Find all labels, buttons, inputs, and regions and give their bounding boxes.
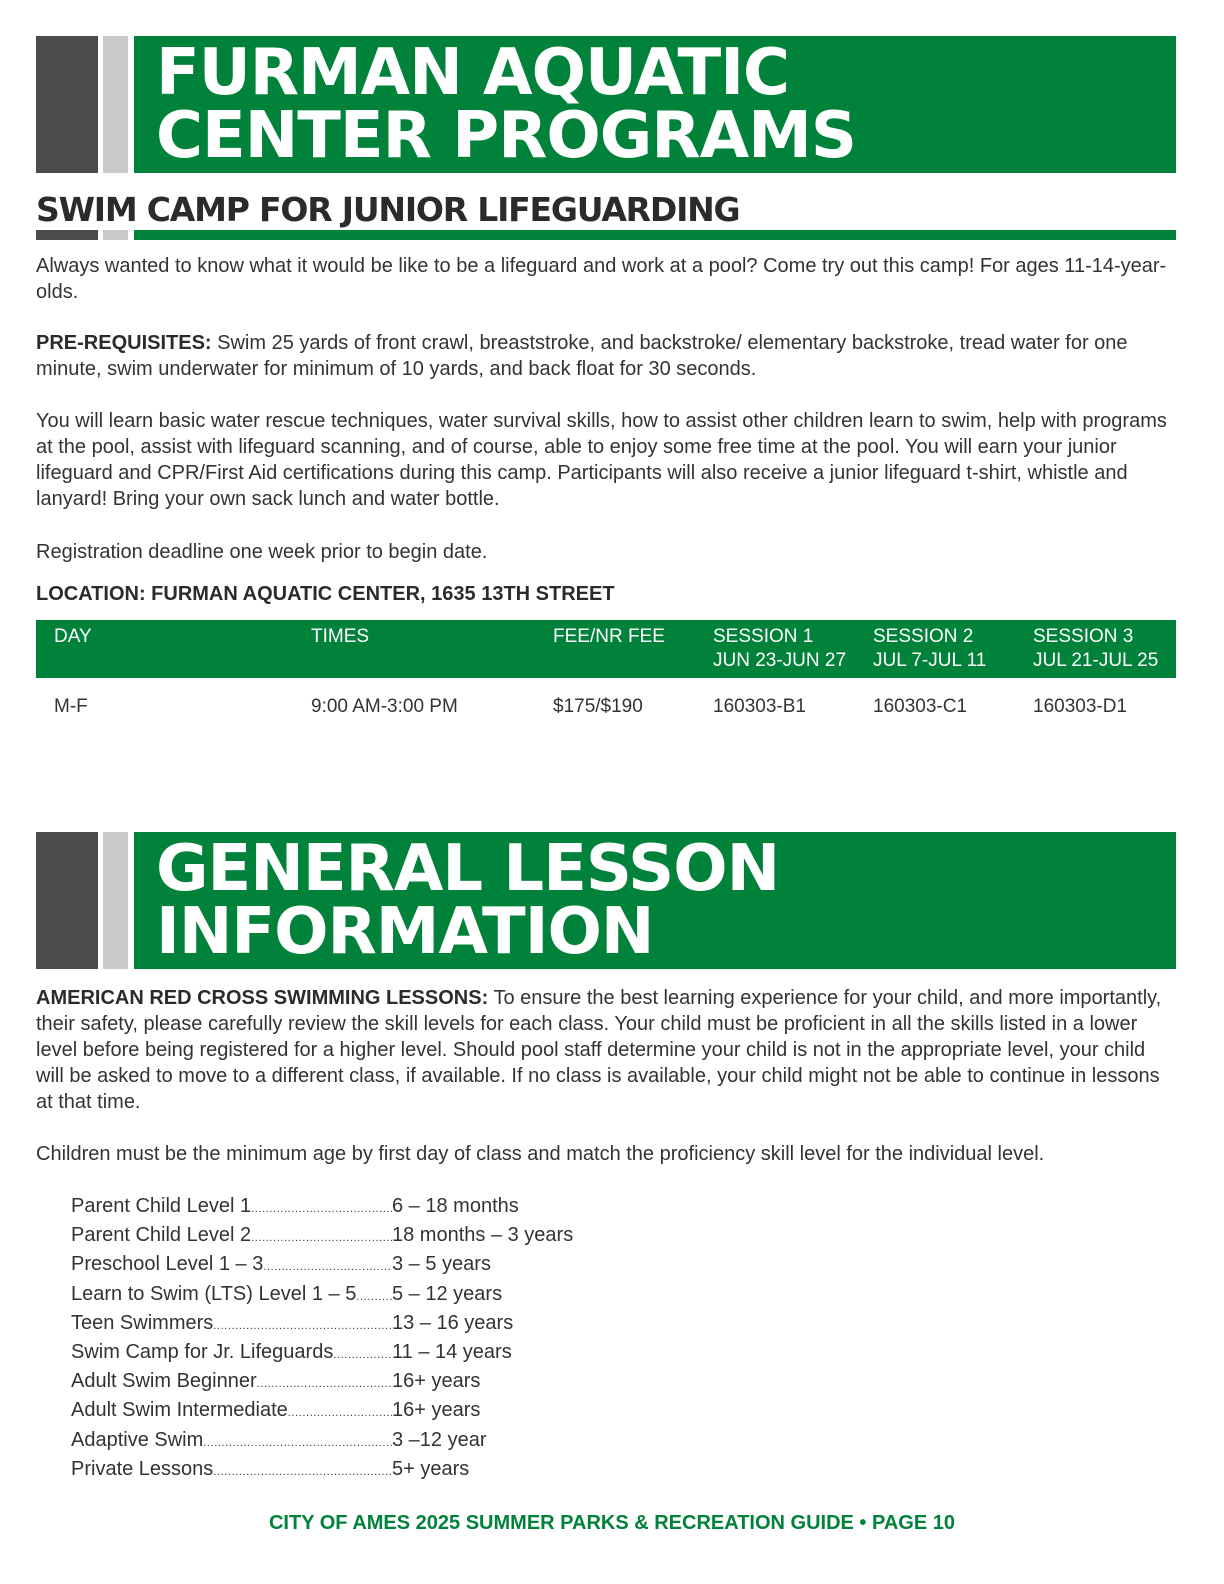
section-title-lessons xyxy=(156,832,780,969)
age-requirement-note: Children must be the minimum age by first day of class and match the proficiency skill level for the individual level. xyxy=(36,1143,1045,1165)
cell-fee: $175/$190 xyxy=(553,696,643,717)
level-age: 5+ years xyxy=(392,1457,470,1480)
banner-accent-dark xyxy=(36,36,98,173)
level-name: Adult Swim Beginner xyxy=(71,1370,257,1393)
level-age: 5 – 12 years xyxy=(392,1282,503,1305)
level-name: Teen Swimmers xyxy=(71,1311,214,1334)
location-line: LOCATION: FURMAN AQUATIC CENTER, 1635 13TH STREET xyxy=(36,583,615,605)
dot-leader xyxy=(203,1427,392,1456)
title-line-1: GENERAL LESSON xyxy=(156,832,780,906)
dot-leader xyxy=(263,1251,392,1280)
session-2-name: SESSION 2 xyxy=(873,626,974,647)
banner-accent-light xyxy=(103,36,128,173)
header-session-3 xyxy=(1033,625,1158,673)
prerequisites-paragraph xyxy=(36,330,1176,382)
level-age-list xyxy=(71,1193,573,1485)
list-item xyxy=(71,1281,573,1310)
list-item xyxy=(71,1427,573,1456)
section-title-aquatic xyxy=(156,36,856,173)
level-age: 16+ years xyxy=(392,1370,481,1393)
level-age: 13 – 16 years xyxy=(392,1311,514,1334)
list-item xyxy=(71,1339,573,1368)
title-line-2: CENTER PROGRAMS xyxy=(156,99,856,173)
dot-leader xyxy=(251,1193,392,1222)
intro-paragraph: Always wanted to know what it would be like to be a lifeguard and work at a pool? Come try out this camp! For ages 11-14-year-olds. xyxy=(36,255,1167,303)
title-line-2: INFORMATION xyxy=(156,895,654,969)
cell-times: 9:00 AM-3:00 PM xyxy=(311,696,458,717)
list-item xyxy=(71,1193,573,1222)
table-row xyxy=(36,678,1176,734)
banner-accent-light xyxy=(103,832,128,969)
list-item xyxy=(71,1397,573,1426)
session-1-dates: JUN 23-JUN 27 xyxy=(713,650,847,671)
session-3-name: SESSION 3 xyxy=(1033,626,1134,647)
session-3-dates: JUL 21-JUL 25 xyxy=(1033,650,1159,671)
schedule-table xyxy=(36,620,1176,734)
list-item xyxy=(71,1310,573,1339)
dot-leader xyxy=(333,1339,392,1368)
subheading-rule-light xyxy=(103,230,128,240)
learn-paragraph: You will learn basic water rescue techniques, water survival skills, how to assist other children learn to swim, help with programs at the pool, assist with lifeguard scanning, and of course, able to enjoy some free time at the pool. You will earn your junior lifeguard and CPR/First Aid certifications during this camp. Participants will also receive a junior lifeguard t-shirt, whistle and lanyard! Bring your own sack lunch and water bottle. xyxy=(36,410,1167,510)
level-name: Parent Child Level 1 xyxy=(71,1195,252,1217)
header-day: DAY xyxy=(54,626,92,647)
session-1-name: SESSION 1 xyxy=(713,626,814,647)
prerequisites-text: Swim 25 yards of front crawl, breaststroke, and backstroke/ elementary backstroke, tread water for one minute, swim underwater for minimum of 10 yards, and back float for 30 seconds. xyxy=(36,332,1128,380)
header-times: TIMES xyxy=(311,626,370,647)
cell-session-2-code: 160303-C1 xyxy=(873,696,968,717)
deadline-paragraph: Registration deadline one week prior to begin date. xyxy=(36,541,488,563)
dot-leader xyxy=(288,1397,392,1426)
level-name: Swim Camp for Jr. Lifeguards xyxy=(71,1341,334,1364)
cell-session-1-code: 160303-B1 xyxy=(713,696,806,717)
level-age: 3 – 5 years xyxy=(392,1253,491,1276)
subheading-rule-dark xyxy=(36,230,98,240)
list-item xyxy=(71,1251,573,1280)
dot-leader xyxy=(213,1310,392,1339)
level-name: Learn to Swim (LTS) Level 1 – 5 xyxy=(71,1282,357,1305)
level-age: 6 – 18 months xyxy=(392,1195,519,1217)
header-session-2 xyxy=(873,625,986,673)
red-cross-paragraph xyxy=(36,985,1176,1115)
header-fee: FEE/NR FEE xyxy=(553,626,665,647)
header-session-1 xyxy=(713,625,846,673)
section-banner-aquatic xyxy=(36,36,1176,173)
list-item xyxy=(71,1456,573,1485)
dot-leader xyxy=(213,1456,392,1485)
level-age: 18 months – 3 years xyxy=(392,1224,574,1247)
red-cross-text: To ensure the best learning experience for your child, and more importantly, their safety, please carefully review the skill levels for each class. Your child must be proficient in all the skills listed in a lower level before being registered for a higher level. Should pool staff determine your child is not in the appropriate level, your child will be asked to move to a different class, if available. If no class is available, your child might not be able to continue in lessons at that time. xyxy=(36,987,1162,1113)
session-2-dates: JUL 7-JUL 11 xyxy=(873,650,987,671)
level-age: 11 – 14 years xyxy=(392,1341,512,1364)
dot-leader xyxy=(251,1222,392,1251)
list-item xyxy=(71,1368,573,1397)
section-banner-lessons xyxy=(36,832,1176,969)
level-name: Adult Swim Intermediate xyxy=(71,1399,288,1422)
level-name: Preschool Level 1 – 3 xyxy=(71,1253,264,1276)
schedule-header-row xyxy=(36,620,1176,678)
list-item xyxy=(71,1222,573,1251)
level-name: Private Lessons xyxy=(71,1457,214,1480)
cell-session-3-code: 160303-D1 xyxy=(1033,696,1128,717)
dot-leader xyxy=(356,1281,392,1310)
level-age: 16+ years xyxy=(392,1399,481,1422)
banner-accent-dark xyxy=(36,832,98,969)
red-cross-label: AMERICAN RED CROSS SWIMMING LESSONS: xyxy=(36,987,489,1009)
page-footer: CITY OF AMES 2025 SUMMER PARKS & RECREATION GUIDE • PAGE 10 xyxy=(268,1512,955,1534)
prerequisites-label: PRE-REQUISITES: xyxy=(36,332,212,354)
title-line-1: FURMAN AQUATIC xyxy=(156,36,789,110)
level-age: 3 –12 year xyxy=(392,1428,487,1451)
subheading-swim-camp: SWIM CAMP FOR JUNIOR LIFEGUARDING xyxy=(36,190,740,229)
cell-day: M-F xyxy=(54,696,88,717)
level-name: Parent Child Level 2 xyxy=(71,1224,252,1247)
level-name: Adaptive Swim xyxy=(71,1428,204,1451)
subheading-rule-green xyxy=(134,230,1176,240)
dot-leader xyxy=(257,1368,392,1397)
